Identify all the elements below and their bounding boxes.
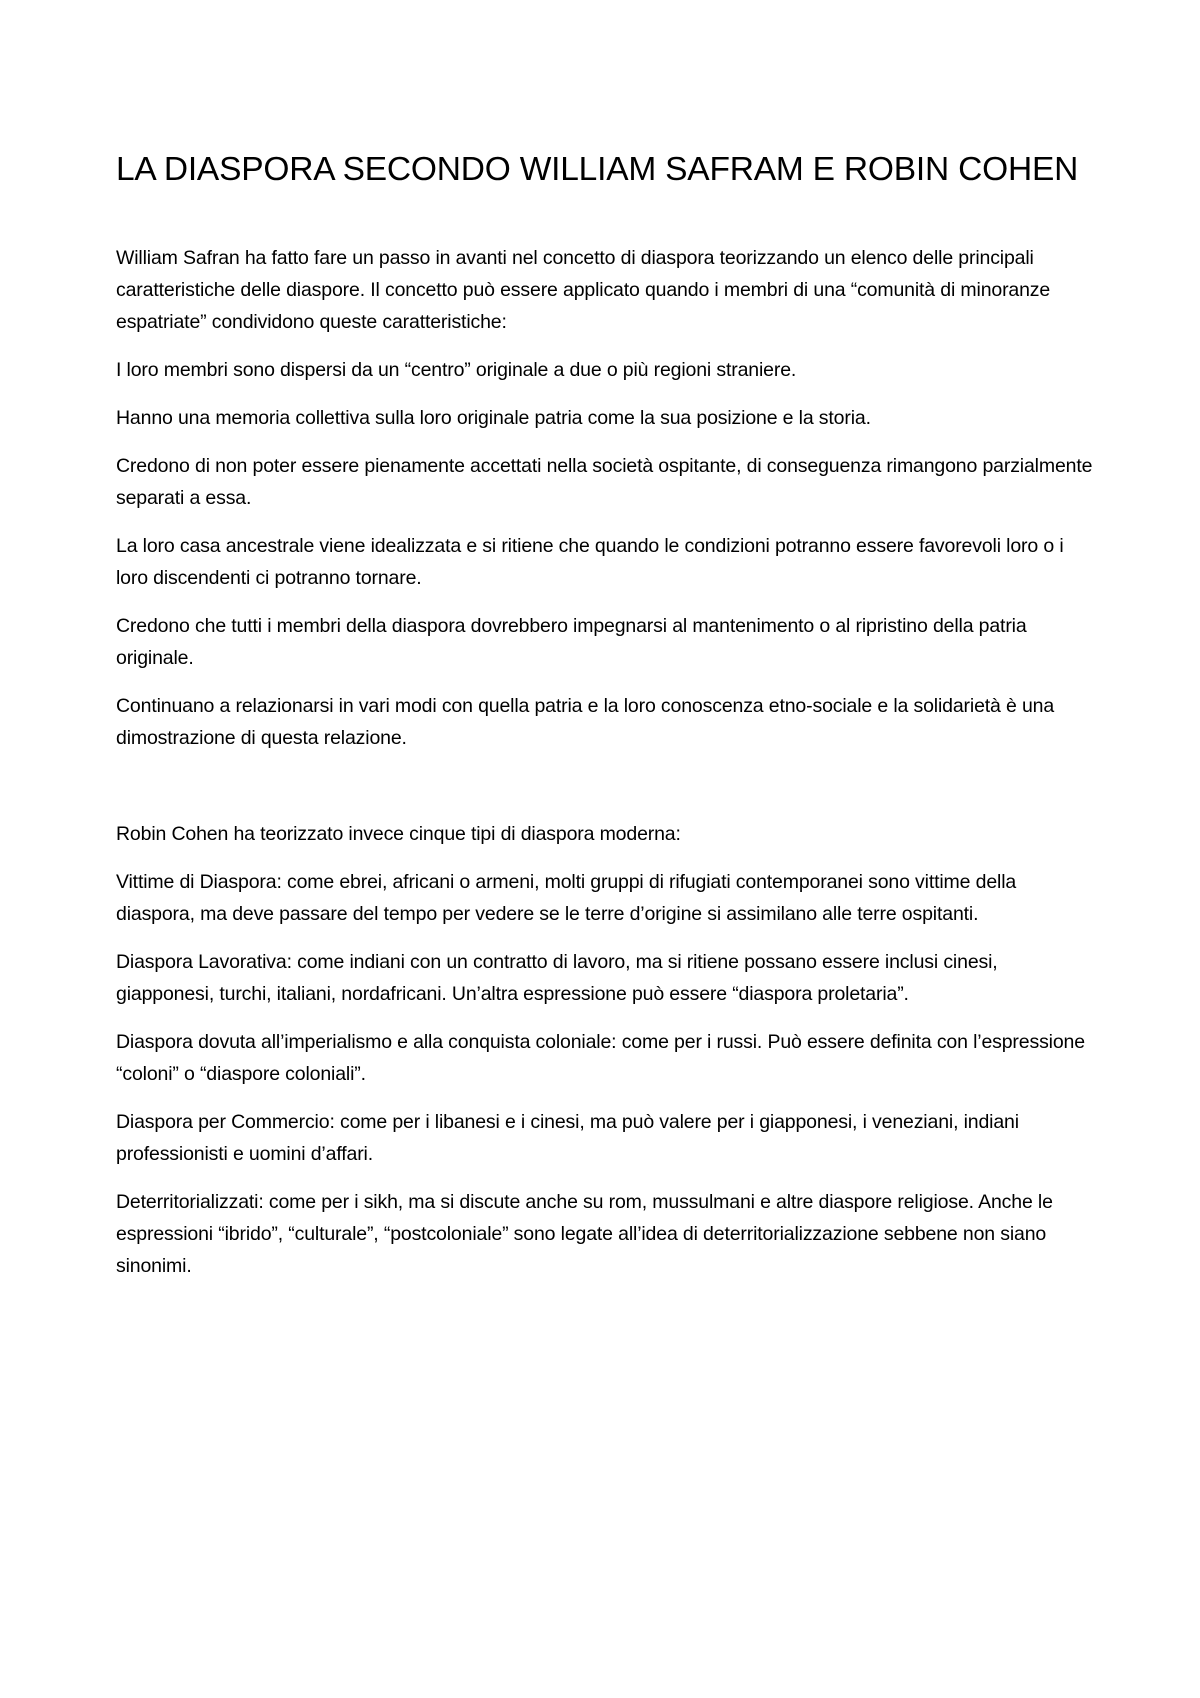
cohen-type-1: Vittime di Diaspora: come ebrei, africani o armeni, molti gruppi di rifugiati contemporanei sono vittime della diaspora, ma deve passare del tempo per vedere se le terre d’origine si assimilano alle terre ospitanti. [116, 871, 1017, 925]
safran-point-5: Credono che tutti i membri della diaspora dovrebbero impegnarsi al mantenimento o al ripristino della patria originale. [116, 615, 1027, 669]
section-gap [116, 770, 1100, 818]
safran-point-2: Hanno una memoria collettiva sulla loro originale patria come la sua posizione e la storia. [116, 407, 871, 429]
cohen-type-2: Diaspora Lavorativa: come indiani con un contratto di lavoro, ma si ritiene possano essere inclusi cinesi, giapponesi, turchi, italiani, nordafricani. Un’altra espressione può essere “diaspora proletaria”. [116, 951, 998, 1005]
safran-point-6: Continuano a relazionarsi in vari modi con quella patria e la loro conoscenza etno-sociale e la solidarietà è una dimostrazione di questa relazione. [116, 695, 1055, 749]
cohen-type-5: Deterritorializzati: come per i sikh, ma si discute anche su rom, mussulmani e altre diaspore religiose. Anche le espressioni “ibrido”, “culturale”, “postcoloniale” sono legate all’idea di deterritorializzazione sebbene non siano sinonimi. [116, 1191, 1053, 1277]
safran-point-4: La loro casa ancestrale viene idealizzata e si ritiene che quando le condizioni potranno essere favorevoli loro o i loro discendenti ci potranno tornare. [116, 535, 1064, 589]
document-title: LA DIASPORA SECONDO WILLIAM SAFRAM E ROBIN COHEN [116, 151, 1079, 188]
safran-intro: William Safran ha fatto fare un passo in avanti nel concetto di diaspora teorizzando un elenco delle principali caratteristiche delle diaspore. Il concetto può essere applicato quando i membri di una “comunità di minoranze espatriate” condividono queste caratteristiche: [116, 247, 1051, 333]
cohen-intro: Robin Cohen ha teorizzato invece cinque tipi di diaspora moderna: [116, 823, 681, 845]
safran-point-3: Credono di non poter essere pienamente accettati nella società ospitante, di conseguenza rimangono parzialmente separati a essa. [116, 455, 1093, 509]
safran-point-1: I loro membri sono dispersi da un “centro” originale a due o più regioni straniere. [116, 359, 797, 381]
cohen-type-3: Diaspora dovuta all’imperialismo e alla conquista coloniale: come per i russi. Può essere definita con l’espressione “coloni” o “diaspore coloniali”. [116, 1031, 1085, 1085]
cohen-type-4: Diaspora per Commercio: come per i libanesi e i cinesi, ma può valere per i giapponesi, i veneziani, indiani professionisti e uomini d’affari. [116, 1111, 1019, 1165]
